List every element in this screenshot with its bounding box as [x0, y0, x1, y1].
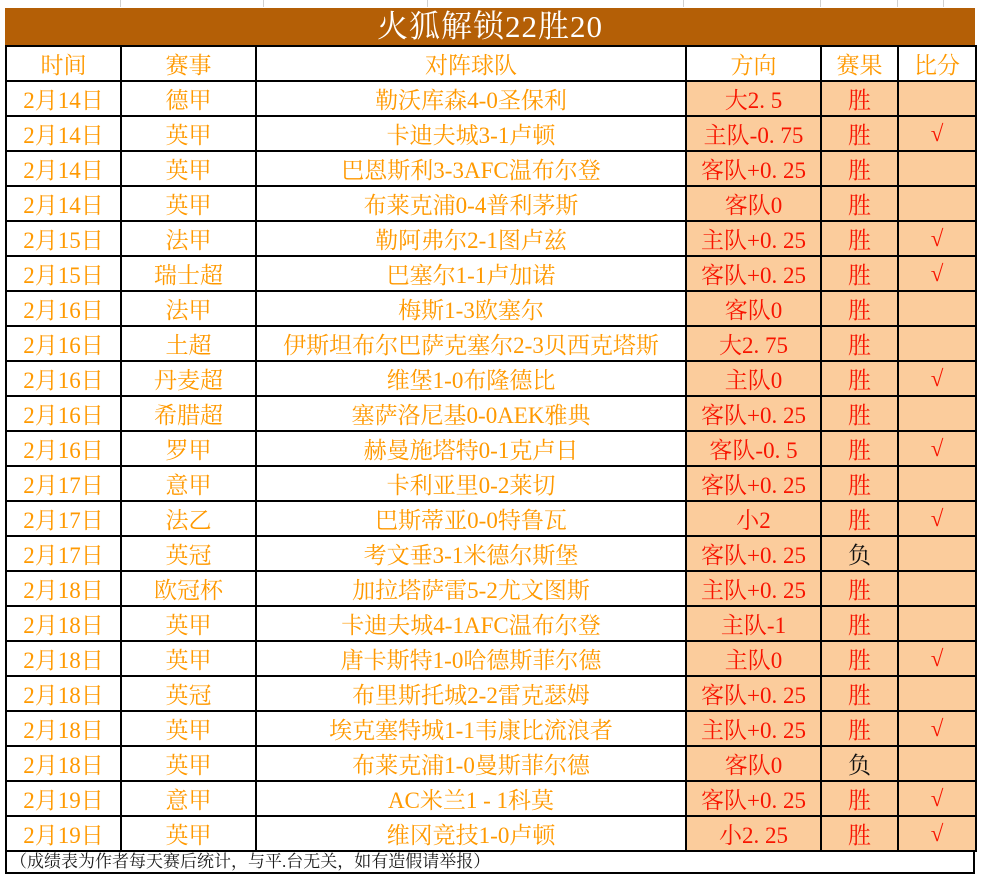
column-header-teams: 对阵球队: [256, 46, 686, 81]
cell-date: 2月16日: [6, 291, 121, 326]
cell-date: 2月18日: [6, 676, 121, 711]
cell-result: 胜: [821, 781, 898, 816]
cell-result: 胜: [821, 501, 898, 536]
cell-score-check: √: [898, 816, 976, 851]
table-row: [6, 816, 976, 851]
cell-result: 胜: [821, 466, 898, 501]
cell-score-check: √: [898, 431, 976, 466]
cell-score-check: [898, 81, 976, 116]
cell-date: 2月14日: [6, 81, 121, 116]
cell-direction: 客队+0. 25: [686, 781, 821, 816]
cell-league: 希腊超: [121, 396, 256, 431]
cell-league: 法乙: [121, 501, 256, 536]
cell-score-check: [898, 396, 976, 431]
cell-date: 2月19日: [6, 781, 121, 816]
cell-date: 2月14日: [6, 186, 121, 221]
cell-result: 负: [821, 746, 898, 781]
cell-match: 赫曼施塔特0-1克卢日: [256, 431, 686, 466]
cell-league: 英甲: [121, 116, 256, 151]
cell-date: 2月18日: [6, 746, 121, 781]
cell-date: 2月18日: [6, 641, 121, 676]
cell-score-check: [898, 291, 976, 326]
cell-match: 布莱克浦0-4普利茅斯: [256, 186, 686, 221]
cell-direction: 小2. 25: [686, 816, 821, 851]
cell-direction: 客队+0. 25: [686, 676, 821, 711]
table-row: [6, 431, 976, 466]
cell-direction: 主队+0. 25: [686, 571, 821, 606]
cell-result: 胜: [821, 256, 898, 291]
cell-score-check: [898, 151, 976, 186]
cell-date: 2月14日: [6, 151, 121, 186]
cell-result: 胜: [821, 711, 898, 746]
cell-direction: 客队0: [686, 746, 821, 781]
table-row: [6, 186, 976, 221]
table-row: [6, 116, 976, 151]
cell-direction: 客队+0. 25: [686, 151, 821, 186]
cell-league: 欧冠杯: [121, 571, 256, 606]
cell-result: 胜: [821, 641, 898, 676]
cell-match: 加拉塔萨雷5-2尤文图斯: [256, 571, 686, 606]
cell-score-check: √: [898, 641, 976, 676]
cell-direction: 大2. 75: [686, 326, 821, 361]
cell-score-check: √: [898, 781, 976, 816]
cell-result: 负: [821, 536, 898, 571]
cell-match: AC米兰1 - 1科莫: [256, 781, 686, 816]
cell-league: 英甲: [121, 711, 256, 746]
cell-league: 英甲: [121, 151, 256, 186]
cell-direction: 客队+0. 25: [686, 466, 821, 501]
table-row: [6, 81, 976, 116]
cell-match: 卡迪夫城3-1卢顿: [256, 116, 686, 151]
cell-direction: 客队0: [686, 186, 821, 221]
results-sheet: [5, 8, 975, 874]
cell-match: 布莱克浦1-0曼斯菲尔德: [256, 746, 686, 781]
cell-league: 罗甲: [121, 431, 256, 466]
column-header-score: 比分: [898, 46, 976, 81]
cell-date: 2月17日: [6, 501, 121, 536]
cell-direction: 客队-0. 5: [686, 431, 821, 466]
cell-match: 卡迪夫城4-1AFC温布尔登: [256, 606, 686, 641]
table-row: [6, 641, 976, 676]
table-row: [6, 151, 976, 186]
table-row: [6, 711, 976, 746]
cell-league: 英甲: [121, 186, 256, 221]
table-row: [6, 571, 976, 606]
cell-result: 胜: [821, 291, 898, 326]
cell-score-check: √: [898, 361, 976, 396]
cell-match: 巴塞尔1-1卢加诺: [256, 256, 686, 291]
cell-date: 2月17日: [6, 466, 121, 501]
table-row: [6, 396, 976, 431]
cell-date: 2月18日: [6, 711, 121, 746]
cell-score-check: [898, 466, 976, 501]
cell-score-check: [898, 746, 976, 781]
cell-direction: 主队-0. 75: [686, 116, 821, 151]
cell-result: 胜: [821, 116, 898, 151]
cell-match: 梅斯1-3欧塞尔: [256, 291, 686, 326]
cell-score-check: [898, 676, 976, 711]
column-header-league: 赛事: [121, 46, 256, 81]
table-row: [6, 361, 976, 396]
cell-result: 胜: [821, 676, 898, 711]
cell-date: 2月16日: [6, 396, 121, 431]
cell-direction: 客队+0. 25: [686, 256, 821, 291]
cell-match: 埃克塞特城1-1韦康比流浪者: [256, 711, 686, 746]
cell-result: 胜: [821, 81, 898, 116]
footer-disclaimer: （成绩表为作者每天赛后统计，与平.台无关，如有造假请举报）: [5, 852, 975, 874]
column-header-result: 赛果: [821, 46, 898, 81]
cell-match: 维冈竞技1-0卢顿: [256, 816, 686, 851]
cell-score-check: √: [898, 221, 976, 256]
cell-league: 土超: [121, 326, 256, 361]
cell-score-check: [898, 606, 976, 641]
cell-score-check: √: [898, 501, 976, 536]
cell-direction: 主队+0. 25: [686, 221, 821, 256]
cell-date: 2月15日: [6, 221, 121, 256]
cell-date: 2月17日: [6, 536, 121, 571]
cell-result: 胜: [821, 361, 898, 396]
table-row: [6, 256, 976, 291]
cell-match: 卡利亚里0-2莱切: [256, 466, 686, 501]
cell-match: 巴恩斯利3-3AFC温布尔登: [256, 151, 686, 186]
cell-score-check: [898, 571, 976, 606]
cell-direction: 客队0: [686, 291, 821, 326]
cell-score-check: √: [898, 256, 976, 291]
cell-league: 丹麦超: [121, 361, 256, 396]
results-table: [5, 45, 977, 852]
cell-league: 英冠: [121, 676, 256, 711]
cell-result: 胜: [821, 816, 898, 851]
cell-result: 胜: [821, 221, 898, 256]
cell-date: 2月18日: [6, 606, 121, 641]
cell-league: 法甲: [121, 291, 256, 326]
cell-score-check: [898, 186, 976, 221]
cell-league: 法甲: [121, 221, 256, 256]
cell-direction: 主队+0. 25: [686, 711, 821, 746]
cell-match: 勒沃库森4-0圣保利: [256, 81, 686, 116]
cell-direction: 大2. 5: [686, 81, 821, 116]
table-row: [6, 676, 976, 711]
cell-league: 意甲: [121, 781, 256, 816]
cell-league: 德甲: [121, 81, 256, 116]
cell-result: 胜: [821, 396, 898, 431]
table-row: [6, 221, 976, 256]
cell-date: 2月16日: [6, 431, 121, 466]
cell-league: 英甲: [121, 746, 256, 781]
cell-match: 考文垂3-1米德尔斯堡: [256, 536, 686, 571]
table-row: [6, 501, 976, 536]
cell-league: 英冠: [121, 536, 256, 571]
table-row: [6, 746, 976, 781]
cell-match: 巴斯蒂亚0-0特鲁瓦: [256, 501, 686, 536]
results-tbody: [6, 81, 976, 851]
cell-direction: 主队0: [686, 641, 821, 676]
cell-date: 2月14日: [6, 116, 121, 151]
cell-league: 瑞士超: [121, 256, 256, 291]
cell-match: 布里斯托城2-2雷克瑟姆: [256, 676, 686, 711]
cell-score-check: [898, 326, 976, 361]
cell-result: 胜: [821, 606, 898, 641]
cell-league: 英甲: [121, 816, 256, 851]
cell-match: 维堡1-0布隆德比: [256, 361, 686, 396]
cell-direction: 客队+0. 25: [686, 536, 821, 571]
table-row: [6, 606, 976, 641]
table-row: [6, 536, 976, 571]
cell-match: 勒阿弗尔2-1图卢兹: [256, 221, 686, 256]
table-row: [6, 291, 976, 326]
cell-score-check: [898, 536, 976, 571]
cell-result: 胜: [821, 326, 898, 361]
cell-date: 2月16日: [6, 326, 121, 361]
cell-match: 唐卡斯特1-0哈德斯菲尔德: [256, 641, 686, 676]
cell-league: 英甲: [121, 641, 256, 676]
cell-league: 意甲: [121, 466, 256, 501]
table-row: [6, 466, 976, 501]
cell-direction: 小2: [686, 501, 821, 536]
column-header-direction: 方向: [686, 46, 821, 81]
cell-date: 2月18日: [6, 571, 121, 606]
sheet-title: 火狐解锁22胜20: [5, 8, 975, 45]
column-header-time: 时间: [6, 46, 121, 81]
cell-direction: 主队-1: [686, 606, 821, 641]
cell-score-check: √: [898, 116, 976, 151]
results-header: [6, 46, 976, 81]
table-row: [6, 326, 976, 361]
cell-league: 英甲: [121, 606, 256, 641]
cell-date: 2月19日: [6, 816, 121, 851]
cell-score-check: √: [898, 711, 976, 746]
cell-result: 胜: [821, 151, 898, 186]
cell-match: 塞萨洛尼基0-0AEK雅典: [256, 396, 686, 431]
cell-direction: 主队0: [686, 361, 821, 396]
cell-result: 胜: [821, 431, 898, 466]
cell-result: 胜: [821, 186, 898, 221]
cell-match: 伊斯坦布尔巴萨克塞尔2-3贝西克塔斯: [256, 326, 686, 361]
cell-date: 2月15日: [6, 256, 121, 291]
cell-direction: 客队+0. 25: [686, 396, 821, 431]
cell-date: 2月16日: [6, 361, 121, 396]
cell-result: 胜: [821, 571, 898, 606]
table-row: [6, 781, 976, 816]
